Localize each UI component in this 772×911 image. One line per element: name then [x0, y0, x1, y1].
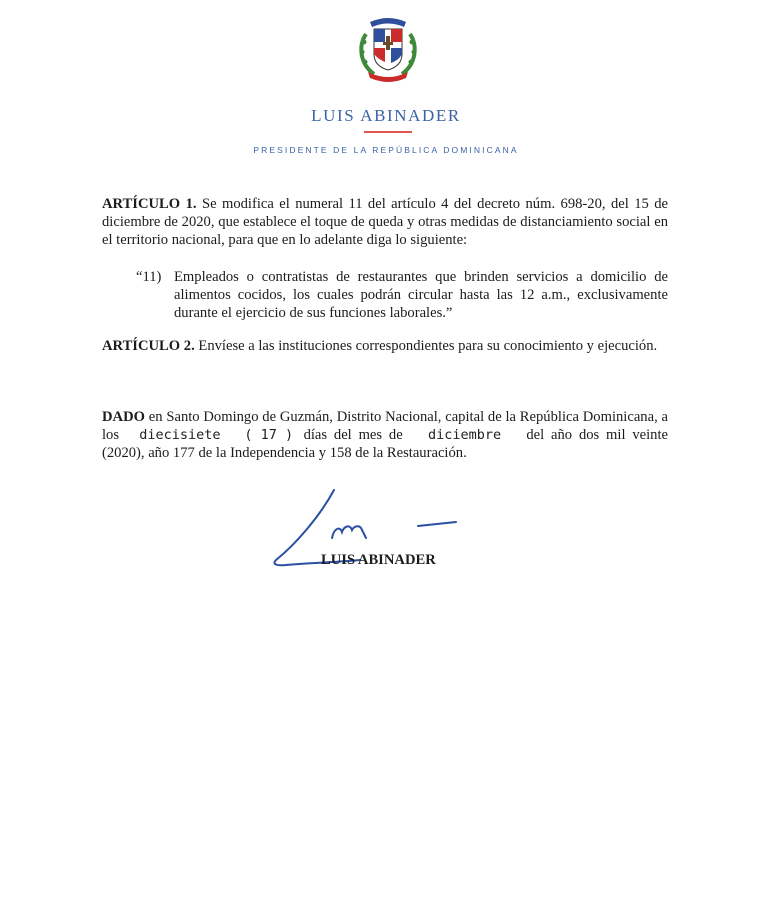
header-divider — [364, 131, 412, 133]
dado-text-part2: días del mes de — [303, 427, 403, 443]
article-2-text: Envíese a las instituciones correspondientes para su conocimiento y ejecución. — [198, 338, 658, 354]
quoted-numeral — [136, 268, 668, 322]
article-1-heading: ARTÍCULO 1. — [102, 196, 197, 212]
signer-name: LUIS ABINADER — [321, 552, 436, 568]
dado-day-words: diecisiete — [139, 427, 221, 443]
dado-text-part3: del año dos mil veinte (2020), año 177 de la Independencia y 158 de la Restauración. — [102, 427, 668, 461]
dado-month: diciembre — [427, 427, 502, 443]
dado-text-part1: en Santo Domingo de Guzmán, Distrito Nacional, capital de la República Dominicana, a los — [102, 409, 668, 443]
article-1 — [102, 195, 668, 249]
quoted-numeral-number: “11) — [136, 269, 162, 285]
header-subtitle: PRESIDENTE DE LA REPÚBLICA DOMINICANA — [253, 145, 519, 155]
dado-heading: DADO — [102, 409, 145, 425]
article-1-text: Se modifica el numeral 11 del artículo 4 del decreto núm. 698-20, del 15 de diciembre de 2020, que establece el toque de queda y otras medidas de distanciamiento social en el territorio nacional, para que en lo adelante diga lo siguiente: — [102, 196, 668, 248]
dado-paragraph — [102, 408, 668, 462]
quoted-numeral-text: Empleados o contratistas de restaurantes que brinden servicios a domicilio de alimentos cocidos, los cuales podrán circular hasta las 12 a.m., exclusivamente durante el ejercicio de sus funciones laborales.” — [174, 269, 668, 321]
article-2 — [102, 337, 668, 355]
coat-of-arms-icon — [356, 12, 420, 84]
article-2-heading: ARTÍCULO 2. — [102, 338, 195, 354]
header-name: LUIS ABINADER — [311, 106, 461, 125]
dado-day-number: ( 17 ) — [244, 427, 294, 443]
